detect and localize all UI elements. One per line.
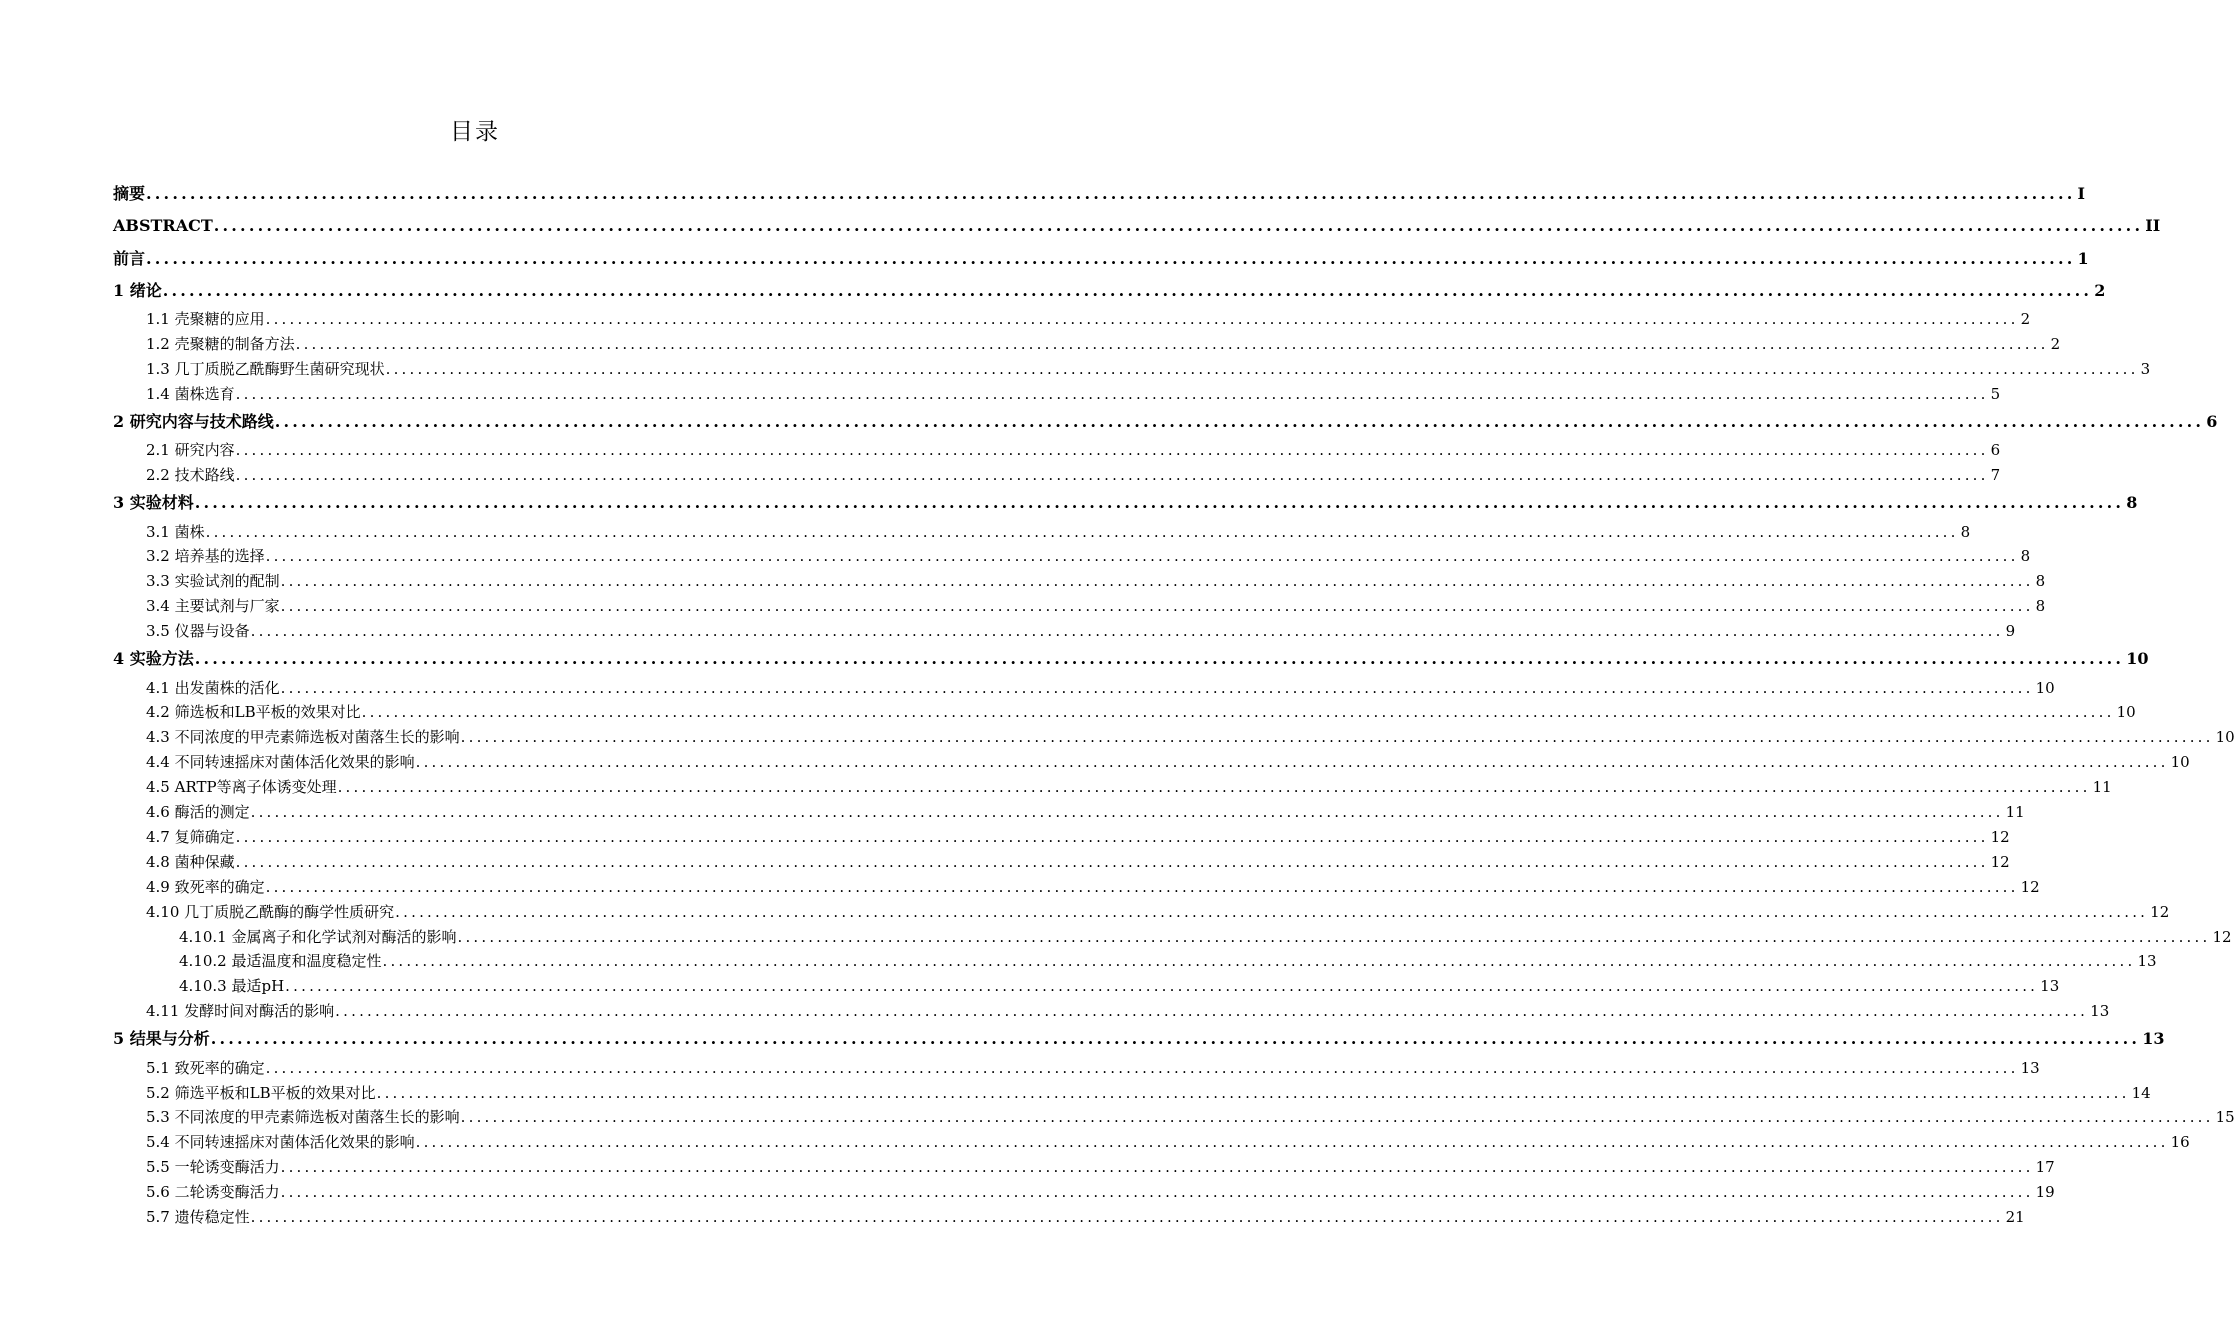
toc-entry[interactable]	[146, 1180, 2055, 1204]
toc-entry-title: 5.7 遗传稳定性	[146, 1208, 250, 1226]
toc-page-number: 12	[1990, 827, 2010, 846]
toc-entry-title: 1 绪论	[113, 280, 162, 300]
toc-leader-dots: ............................................................................................................................................................................................................................	[194, 493, 2125, 513]
toc-entry-title: 4.6 酶活的测定	[146, 803, 250, 821]
toc-page-number: 12	[1990, 852, 2010, 871]
toc-entry[interactable]	[113, 182, 2085, 206]
toc-leader-dots: ............................................................................................................................................................................................................................	[460, 728, 2214, 747]
toc-entry-title: 3.5 仪器与设备	[146, 622, 250, 641]
toc-leader-dots: ............................................................................................................................................................................................................................	[250, 803, 2004, 821]
toc-leader-dots: ............................................................................................................................................................................................................................	[376, 1083, 2130, 1102]
toc-page-number: 10	[2116, 703, 2136, 722]
toc-leader-dots: ............................................................................................................................................................................................................................	[235, 384, 1989, 403]
toc-entry-title: 2.2 技术路线	[146, 466, 235, 485]
toc-entry[interactable]	[146, 357, 2151, 381]
toc-entry[interactable]	[146, 1056, 2040, 1080]
toc-entry-title: 3.4 主要试剂与厂家	[146, 597, 280, 616]
toc-entry-title: 4.3 不同浓度的甲壳素筛选板对菌落生长的影响	[146, 728, 460, 747]
toc-entry-title: 3 实验材料	[113, 493, 194, 513]
toc-leader-dots: ............................................................................................................................................................................................................................	[265, 1058, 2019, 1077]
toc-entry-title: 4.10.1 金属离子和化学试剂对酶活的影响	[179, 927, 457, 946]
toc-leader-dots: ............................................................................................................................................................................................................................	[295, 335, 2049, 353]
toc-leader-dots: ............................................................................................................................................................................................................................	[235, 441, 1989, 460]
toc-leader-dots: ............................................................................................................................................................................................................................	[235, 466, 1989, 485]
toc-entry[interactable]	[146, 438, 2001, 462]
toc-entry[interactable]	[146, 825, 2010, 849]
toc-leader-dots: ............................................................................................................................................................................................................................	[385, 359, 2139, 378]
toc-entry[interactable]	[113, 410, 2218, 434]
toc-page-number: 8	[2035, 572, 2046, 591]
toc-leader-dots: ............................................................................................................................................................................................................................	[280, 1158, 2034, 1177]
toc-page-number: 8	[2035, 597, 2046, 616]
toc-entry[interactable]	[146, 1205, 2025, 1229]
toc-entry-title: 5.6 二轮诱变酶活力	[146, 1183, 280, 1202]
toc-page-number: 9	[2005, 622, 2016, 641]
toc-entry-title: 4.10.2 最适温度和温度稳定性	[179, 952, 382, 971]
toc-entry-title: 4.4 不同转速摇床对菌体活化效果的影响	[146, 753, 415, 772]
toc-leader-dots: ............................................................................................................................................................................................................................	[162, 280, 2093, 300]
toc-leader-dots: ............................................................................................................................................................................................................................	[250, 1208, 2004, 1226]
toc-page-number: 14	[2131, 1083, 2151, 1102]
toc-entry[interactable]	[146, 750, 2190, 774]
toc-entry-title: 4.1 出发菌株的活化	[146, 678, 280, 697]
toc-leader-dots: ............................................................................................................................................................................................................................	[285, 977, 2039, 996]
toc-entry-title: 4.11 发酵时间对酶活的影响	[146, 1002, 335, 1021]
toc-leader-dots: ............................................................................................................................................................................................................................	[146, 184, 2076, 203]
toc-entry[interactable]	[146, 382, 2001, 406]
toc-page-number: 2	[2050, 335, 2061, 353]
toc-entry-title: 5.5 一轮诱变酶活力	[146, 1158, 280, 1177]
toc-entry-title: 5 结果与分析	[113, 1029, 210, 1049]
toc-leader-dots: ............................................................................................................................................................................................................................	[361, 703, 2115, 722]
toc-page-number: 5	[1990, 384, 2001, 403]
toc-entry-title: 2 研究内容与技术路线	[113, 412, 274, 431]
toc-page-number: 6	[2206, 412, 2218, 431]
toc-entry-title: 1.4 菌株选育	[146, 384, 235, 403]
toc-page-number: 10	[2170, 753, 2190, 772]
toc-entry-title: 摘要	[113, 184, 146, 203]
toc-page-number: 3	[2140, 359, 2151, 378]
toc-page-number: 11	[2092, 778, 2112, 797]
toc-entry-title: 5.3 不同浓度的甲壳素筛选板对菌落生长的影响	[146, 1108, 460, 1127]
toc-page-number: 8	[1960, 522, 1971, 541]
toc-leader-dots: ............................................................................................................................................................................................................................	[235, 827, 1989, 846]
toc-page-number: 7	[1990, 466, 2001, 485]
toc-entry[interactable]	[146, 725, 2235, 749]
toc-entry[interactable]	[146, 1081, 2151, 1105]
toc-page-number: 13	[2137, 952, 2157, 971]
toc-page-number: 10	[2215, 728, 2235, 747]
toc-leader-dots: ............................................................................................................................................................................................................................	[265, 310, 2019, 329]
toc-leader-dots: ............................................................................................................................................................................................................................	[280, 678, 2034, 697]
toc-entry-title: 1.3 几丁质脱乙酰酶野生菌研究现状	[146, 359, 385, 378]
toc-entry[interactable]	[146, 999, 2110, 1023]
toc-page-number: 6	[1990, 441, 2001, 460]
toc-entry-title: 4.9 致死率的确定	[146, 877, 265, 896]
toc-entry-title: 4.10.3 最适pH	[179, 977, 285, 996]
toc-entry[interactable]	[146, 619, 2016, 643]
toc-page-number: 11	[2005, 803, 2025, 821]
toc-leader-dots: ............................................................................................................................................................................................................................	[280, 597, 2034, 616]
toc-leader-dots: ............................................................................................................................................................................................................................	[250, 622, 2004, 641]
toc-entry[interactable]	[179, 949, 2157, 973]
toc-page-number: 16	[2170, 1133, 2190, 1152]
toc-entry[interactable]	[113, 1027, 2165, 1051]
toc-leader-dots: ............................................................................................................................................................................................................................	[457, 927, 2211, 946]
toc-leader-dots: ............................................................................................................................................................................................................................	[235, 852, 1989, 871]
toc-leader-dots: ............................................................................................................................................................................................................................	[280, 572, 2034, 591]
toc-leader-dots: ............................................................................................................................................................................................................................	[337, 778, 2091, 797]
toc-leader-dots: ............................................................................................................................................................................................................................	[395, 902, 2149, 921]
toc-entry-title: ABSTRACT	[113, 216, 213, 236]
toc-entry-title: 4.8 菌种保藏	[146, 852, 235, 871]
toc-leader-dots: ............................................................................................................................................................................................................................	[213, 216, 2144, 236]
toc-entry[interactable]	[146, 700, 2136, 724]
page-title: 目录	[450, 119, 500, 145]
toc-entry[interactable]	[146, 1130, 2190, 1154]
toc-leader-dots: ............................................................................................................................................................................................................................	[382, 952, 2136, 971]
toc-entry[interactable]	[179, 925, 2232, 949]
toc-entry-title: 1.2 壳聚糖的制备方法	[146, 335, 295, 353]
toc-entry-title: 4.2 筛选板和LB平板的效果对比	[146, 703, 361, 722]
toc-entry[interactable]	[146, 307, 2031, 331]
toc-entry-title: 4.5 ARTP等离子体诱变处理	[146, 778, 337, 797]
toc-entry[interactable]	[146, 800, 2025, 824]
toc-entry[interactable]	[113, 279, 2106, 303]
toc-entry[interactable]	[146, 850, 2010, 874]
toc-entry[interactable]	[113, 647, 2149, 671]
toc-entry[interactable]	[146, 900, 2170, 924]
toc-entry-title: 1.1 壳聚糖的应用	[146, 310, 265, 329]
toc-page-number: 17	[2035, 1158, 2055, 1177]
toc-entry-title: 5.4 不同转速摇床对菌体活化效果的影响	[146, 1133, 415, 1152]
toc-page-number: 8	[2126, 493, 2138, 513]
toc-entry[interactable]	[146, 775, 2112, 799]
toc-entry[interactable]	[113, 214, 2161, 238]
toc-entry[interactable]	[146, 1155, 2055, 1179]
toc-page-number: 19	[2035, 1183, 2055, 1202]
toc-entry[interactable]	[179, 974, 2060, 998]
toc-page-number: 8	[2020, 547, 2031, 566]
toc-page-number: I	[2077, 184, 2085, 203]
toc-page-number: 2	[2020, 310, 2031, 329]
toc-page-number: 1	[2077, 248, 2089, 268]
toc-leader-dots: ............................................................................................................................................................................................................................	[274, 412, 2205, 431]
toc-entry[interactable]	[146, 463, 2001, 487]
toc-page-number: 13	[2090, 1002, 2110, 1021]
toc-page-number: 10	[2126, 649, 2149, 669]
toc-entry[interactable]	[146, 1105, 2235, 1129]
toc-leader-dots: ............................................................................................................................................................................................................................	[280, 1183, 2034, 1202]
toc-page-number: 13	[2142, 1029, 2165, 1049]
toc-page-number: 13	[2020, 1058, 2040, 1077]
toc-entry[interactable]	[146, 594, 2046, 618]
toc-leader-dots: ............................................................................................................................................................................................................................	[415, 1133, 2169, 1152]
toc-entry-title: 2.1 研究内容	[146, 441, 235, 460]
toc-entry-title: 4 实验方法	[113, 649, 194, 669]
toc-page-number: 10	[2035, 678, 2055, 697]
toc-page-number: 12	[2020, 877, 2040, 896]
toc-entry[interactable]	[113, 247, 2089, 271]
toc-leader-dots: ............................................................................................................................................................................................................................	[265, 547, 2019, 566]
toc-page-number: 12	[2212, 927, 2232, 946]
toc-entry[interactable]	[146, 332, 2061, 356]
toc-leader-dots: ............................................................................................................................................................................................................................	[205, 522, 1959, 541]
toc-entry[interactable]	[146, 875, 2040, 899]
toc-page-number: 21	[2005, 1208, 2025, 1226]
toc-entry[interactable]	[146, 676, 2055, 700]
toc-entry[interactable]	[113, 491, 2138, 515]
toc-leader-dots: ............................................................................................................................................................................................................................	[210, 1029, 2141, 1049]
toc-entry[interactable]	[146, 544, 2031, 568]
toc-entry[interactable]	[146, 520, 1971, 544]
toc-page-number: 15	[2215, 1108, 2235, 1127]
toc-entry-title: 3.1 菌株	[146, 522, 205, 541]
toc-page-number: 2	[2094, 280, 2106, 300]
toc-entry-title: 5.1 致死率的确定	[146, 1058, 265, 1077]
toc-entry-title: 5.2 筛选平板和LB平板的效果对比	[146, 1083, 376, 1102]
toc-entry-title: 4.7 复筛确定	[146, 827, 235, 846]
toc-leader-dots: ............................................................................................................................................................................................................................	[335, 1002, 2089, 1021]
toc-leader-dots: ............................................................................................................................................................................................................................	[265, 877, 2019, 896]
toc-leader-dots: ............................................................................................................................................................................................................................	[194, 649, 2125, 669]
toc-entry-title: 4.10 几丁质脱乙酰酶的酶学性质研究	[146, 902, 395, 921]
toc-leader-dots: ............................................................................................................................................................................................................................	[460, 1108, 2214, 1127]
toc-entry-title: 3.2 培养基的选择	[146, 547, 265, 566]
toc-leader-dots: ............................................................................................................................................................................................................................	[146, 248, 2076, 268]
toc-entry-title: 前言	[113, 248, 146, 268]
toc-entry[interactable]	[146, 569, 2046, 593]
toc-leader-dots: ............................................................................................................................................................................................................................	[415, 753, 2169, 772]
toc-page-number: II	[2145, 216, 2161, 236]
toc-entry-title: 3.3 实验试剂的配制	[146, 572, 280, 591]
toc-page-number: 12	[2150, 902, 2170, 921]
toc-page-number: 13	[2040, 977, 2060, 996]
